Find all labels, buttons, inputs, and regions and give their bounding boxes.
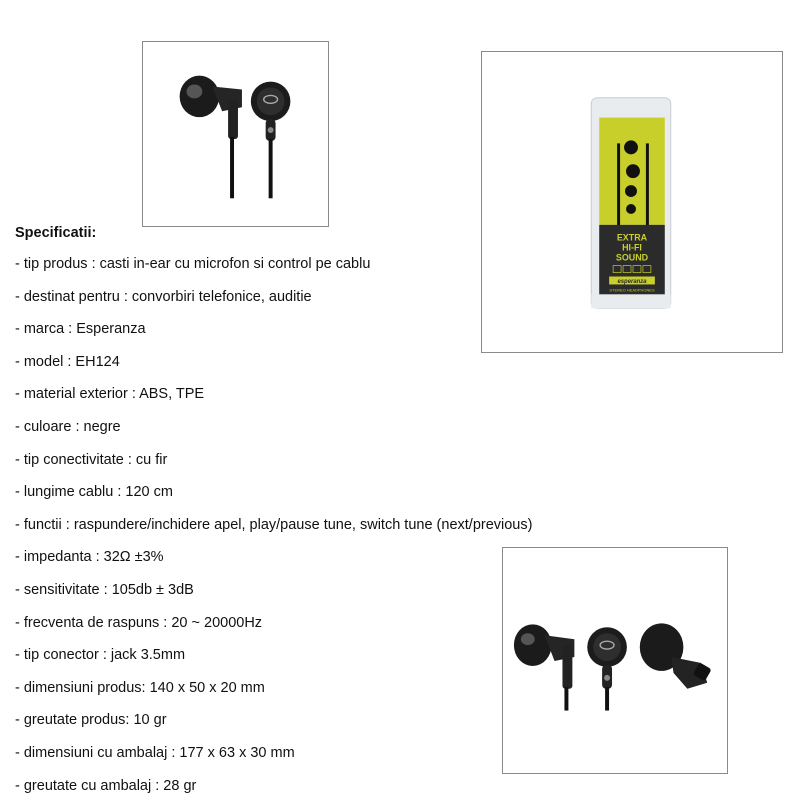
package-subtitle: STEREO HEADPHONES [609,287,655,292]
spec-item-intended-use: - destinat pentru : convorbiri telefonice, auditie [15,288,532,321]
spec-item-functions: - functii : raspundere/inchidere apel, play/pause tune, switch tune (next/previous) [15,516,532,549]
spec-item-product-dimensions: - dimensiuni produs: 140 x 50 x 20 mm [15,679,532,712]
spec-item-material: - material exterior : ABS, TPE [15,385,532,418]
spec-item-package-dimensions: - dimensiuni cu ambalaj : 177 x 63 x 30 mm [15,744,532,777]
spec-item-frequency: - frecventa de raspuns : 20 ~ 20000Hz [15,614,532,647]
package-brand: esperanza [617,279,647,285]
package-headline-3: SOUND [616,253,649,263]
package-headline-1: EXTRA [617,233,648,243]
specs-title: Specificatii: [15,224,96,242]
spec-list [15,255,532,809]
spec-item-connector: - tip conector : jack 3.5mm [15,646,532,679]
spec-item-model: - model : EH124 [15,353,532,386]
spec-item-cable-length: - lungime cablu : 120 cm [15,483,532,516]
spec-item-connectivity: - tip conectivitate : cu fir [15,451,532,484]
earphones-side-image [503,548,727,773]
spec-item-package-weight: - greutate cu ambalaj : 28 gr [15,777,532,809]
spec-item-brand: - marca : Esperanza [15,320,532,353]
spec-item-impedance: - impedanta : 32Ω ±3% [15,548,532,581]
package-headline-2: HI-FI [622,243,642,253]
spec-item-product-weight: - greutate produs: 10 gr [15,711,532,744]
earphones-front-image [143,42,328,226]
earphones-photo-side [502,547,728,774]
spec-item-color: - culoare : negre [15,418,532,451]
spec-item-product-type: - tip produs : casti in-ear cu microfon si control pe cablu [15,255,532,288]
spec-item-sensitivity: - sensitivitate : 105db ± 3dB [15,581,532,614]
earphones-photo-front [142,41,329,227]
